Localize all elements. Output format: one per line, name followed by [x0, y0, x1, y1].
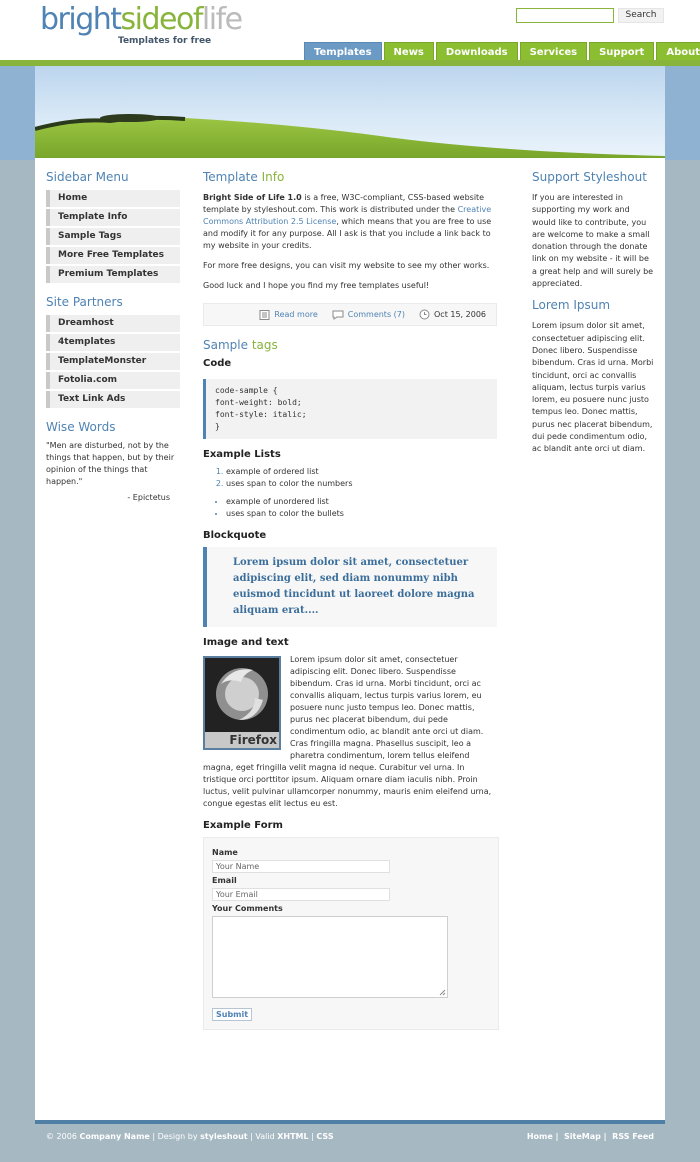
- sidebar-item-sample-tags[interactable]: Sample Tags: [46, 228, 180, 245]
- nav-tab-downloads[interactable]: Downloads: [436, 42, 518, 62]
- list-item: 2. uses span to color the numbers: [226, 478, 497, 490]
- code-heading: Code: [203, 358, 232, 369]
- firefox-image: [203, 656, 281, 750]
- post-meta-bar: [203, 303, 497, 326]
- example-form: [203, 837, 499, 1030]
- site-partners-title: Site Partners: [46, 295, 123, 309]
- header-photo: [35, 66, 665, 158]
- paragraph-3: Good luck and I hope you find my free templates useful!: [203, 281, 430, 290]
- comments-label: Your Comments: [212, 904, 283, 913]
- code-sample: code-sample { font-weight: bold; font-style: italic; }: [203, 379, 497, 439]
- intro-paragraph: [203, 192, 497, 252]
- sidebar-menu-title: Sidebar Menu: [46, 170, 129, 184]
- resize-handle-icon[interactable]: [439, 989, 446, 996]
- footer-xhtml-link[interactable]: XHTML: [277, 1132, 309, 1141]
- comments[interactable]: [332, 310, 405, 320]
- lorem-text: Lorem ipsum dolor sit amet, consectetuer adipiscing elit. Donec libero. Suspendisse bibendum. Cras id urna. Morbi tincidunt, orci ac convallis aliquam, lectus turpis varius lorem, eu posuere nunc justo tempus leo. Donec mattis, purus nec placerat bibendum, dui pede condimentum odio, ac blandit ante orci ut diam.: [532, 321, 654, 454]
- form-heading: Example Form: [203, 820, 283, 831]
- nav-tab-about[interactable]: About: [656, 42, 700, 62]
- post-date-text: Oct 15, 2006: [434, 310, 486, 319]
- partners-menu: [46, 315, 180, 408]
- blockquote-heading: Blockquote: [203, 530, 267, 541]
- image-body-text: Lorem ipsum dolor sit amet, consectetuer adipiscing elit. Donec libero. Suspendisse bibendum. Cras id urna. Morbi tincidunt, orci ac convallis aliquam, lectus turpis varius lorem, eu posuere nunc justo tempus leo. Donec mattis, purus nec placerat bibendum, dui pede condimentum odio, ac blandit ante orci ut diam. Cras fringilla magna. Phasellus suscipit, leo a pharetra condimentum, lorem tellus eleifend magna, eget fringilla velit magna id neque. Curabitur vel urna. In tristique orci porttitor ipsum. Aliquam ornare diam iaculis nibh. Proin luctus, velit pulvinar ullamcorper nonummy, mauris enim eleifend urna, congue egestas elit lectus eu est.: [203, 655, 492, 808]
- right-sidebar: [532, 170, 654, 464]
- sample-title-part-2: tags: [251, 338, 278, 352]
- sidebar-item-home[interactable]: Home: [46, 190, 180, 207]
- sidebar-menu: [46, 190, 180, 283]
- footer-author-link[interactable]: styleshout: [200, 1132, 248, 1141]
- comments-link[interactable]: Comments (7): [347, 310, 405, 319]
- partner-link-templatemonster[interactable]: TemplateMonster: [46, 353, 180, 370]
- post-title-part-1: Template: [203, 170, 262, 184]
- support-text: If you are interested in supporting my work and would like to contribute, you are welcome to make a small donation through the donate link on my website - it will be a great help and will surely be appreciated.: [532, 193, 654, 289]
- list-item: 1. example of ordered list: [226, 466, 497, 478]
- nav-tab-services[interactable]: Services: [520, 42, 588, 62]
- site-logo[interactable]: [40, 2, 242, 37]
- clock-icon: [419, 309, 430, 320]
- post-date: [419, 309, 486, 320]
- footer-link-sitemap[interactable]: SiteMap: [564, 1132, 601, 1141]
- name-label: Name: [212, 848, 238, 857]
- support-title: Support Styleshout: [532, 170, 647, 184]
- image-text-heading: Image and text: [203, 637, 289, 648]
- search-input[interactable]: [516, 8, 614, 23]
- footer: [35, 1124, 665, 1154]
- left-sidebar: [46, 170, 180, 502]
- firefox-caption: Firefox: [205, 732, 279, 748]
- lists-heading: Example Lists: [203, 449, 281, 460]
- page-icon: [259, 310, 270, 320]
- logo-part-1: bright: [40, 2, 121, 37]
- comment-bubble-icon: [332, 310, 344, 320]
- footer-company[interactable]: Company Name: [79, 1132, 150, 1141]
- unordered-list: [203, 496, 497, 520]
- partner-link-4templates[interactable]: 4templates: [46, 334, 180, 351]
- hill-landscape-image: [35, 66, 665, 158]
- footer-link-rss[interactable]: RSS Feed: [612, 1132, 654, 1141]
- main-column: [203, 170, 497, 1030]
- email-field[interactable]: Your Email: [212, 888, 390, 901]
- footer-valid: | Valid: [247, 1132, 278, 1141]
- post-title: [203, 170, 497, 184]
- image-and-text: [203, 654, 497, 810]
- sidebar-item-template-info[interactable]: Template Info: [46, 209, 180, 226]
- post-title-part-2: Info: [261, 170, 285, 184]
- sidebar-item-more-free-templates[interactable]: More Free Templates: [46, 247, 180, 264]
- intro-text-2: , which means that you are free to use and modify it for any purpose. All I ask is that you include a link back to my website in your credits.: [203, 217, 492, 250]
- nav-tab-support[interactable]: Support: [589, 42, 654, 62]
- site-slogan: Templates for free: [118, 36, 212, 46]
- lorem-title: Lorem Ipsum: [532, 298, 611, 313]
- list-item: • uses span to color the bullets: [226, 508, 497, 520]
- footer-separator: |: [308, 1132, 317, 1141]
- logo-part-3: life: [201, 2, 242, 37]
- partner-link-dreamhost[interactable]: Dreamhost: [46, 315, 180, 332]
- nav-tab-news[interactable]: News: [384, 42, 434, 62]
- sidebar-item-premium-templates[interactable]: Premium Templates: [46, 266, 180, 283]
- footer-link-home[interactable]: Home: [526, 1132, 553, 1141]
- nav-tab-templates[interactable]: Templates: [304, 42, 382, 62]
- ordered-list: [203, 466, 497, 490]
- search-button[interactable]: Search: [618, 8, 664, 23]
- footer-credits: [46, 1132, 334, 1141]
- license-link[interactable]: Creative Commons Attribution 2.5 License: [203, 205, 492, 226]
- header: [0, 0, 700, 70]
- footer-css-link[interactable]: CSS: [316, 1132, 334, 1141]
- partner-link-fotolia[interactable]: Fotolia.com: [46, 372, 180, 389]
- email-label: Email: [212, 876, 237, 885]
- logo-part-2: sideof: [120, 2, 202, 37]
- submit-button[interactable]: Submit: [212, 1008, 252, 1021]
- sample-title-part-1: Sample: [203, 338, 252, 352]
- sample-tags-title: [203, 338, 497, 352]
- blockquote: Lorem ipsum dolor sit amet, consectetuer adipiscing elit, sed diam nonummy nibh euismod tincidunt ut laoreet dolore magna aliquam erat....: [203, 547, 497, 627]
- wise-words-title: Wise Words: [46, 420, 116, 434]
- footer-links: Home | SiteMap | RSS Feed: [526, 1132, 654, 1141]
- footer-copyright: © 2006: [46, 1132, 80, 1141]
- read-more[interactable]: [259, 310, 317, 320]
- name-field[interactable]: Your Name: [212, 860, 390, 873]
- partner-link-text-link-ads[interactable]: Text Link Ads: [46, 391, 180, 408]
- quote-author: - Epictetus: [127, 493, 170, 502]
- paragraph-2: For more free designs, you can visit my website to see my other works.: [203, 261, 490, 270]
- list-item: • example of unordered list: [226, 496, 497, 508]
- intro-text-1: is a free, W3C-compliant, CSS-based website template by styleshout.com. This work is distributed under the: [203, 193, 485, 214]
- comments-textarea[interactable]: [212, 916, 448, 998]
- main-nav: [304, 42, 700, 62]
- firefox-logo-icon: [205, 658, 279, 732]
- footer-design-by: | Design by: [149, 1132, 201, 1141]
- intro-bold: Bright Side of Life 1.0: [203, 193, 302, 202]
- wise-quote: "Men are disturbed, not by the things that happen, but by their opinion of the things that happen.": [46, 441, 175, 486]
- read-more-link[interactable]: Read more: [274, 310, 318, 319]
